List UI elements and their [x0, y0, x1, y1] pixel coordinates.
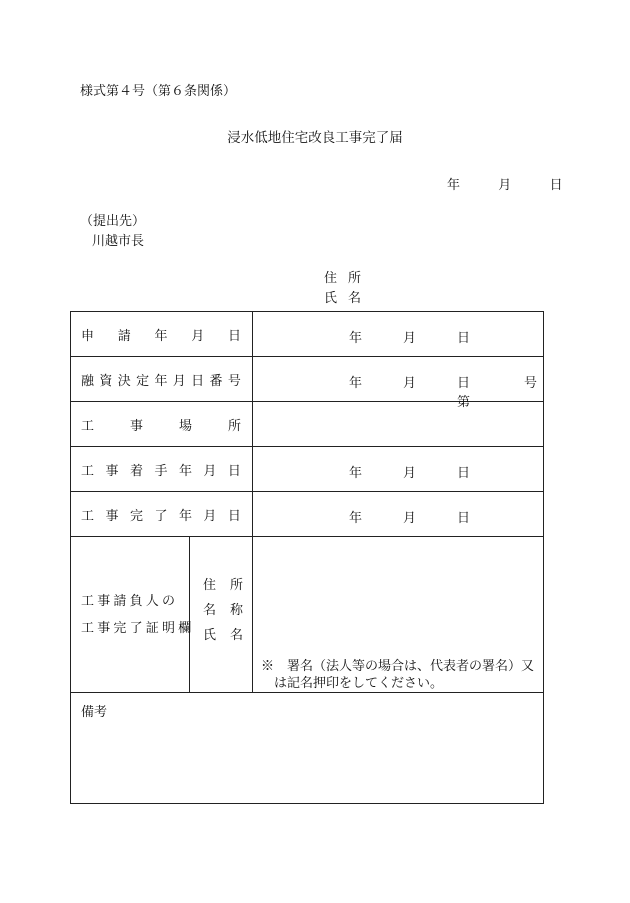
remarks-label: 備考: [81, 705, 108, 720]
form-number-label: 様式第４号（第６条関係）: [80, 84, 237, 99]
loan-decision-number-label: 融 資 決 定 年 月 日 番 号: [81, 373, 241, 389]
submit-to-label: （提出先）: [80, 214, 146, 229]
application-date-label: 申 請 年 月 日: [81, 328, 241, 344]
completion-report-table: 申 請 年 月 日 年 月 日 融 資 決 定 年 月 日 番 号 年 月 日第 号 工 事 場 所 工 事 着 手 年 月 日 年 月 日 工 事 完 了 年 月 日 年 月 日 工事請負人の 工事完了証明欄 住 所 名 称 氏 名 ※ 署名（法人等の場合は、代表者の署名）又 は記名押印をしてください。 備考: [70, 311, 544, 804]
contractor-sub-labels: [203, 573, 243, 648]
contractor-title-label: 名 称: [203, 603, 243, 618]
contractor-certification-label: 工事請負人の 工事完了証明欄: [81, 594, 195, 636]
document-title: 浸水低地住宅改良工事完了届: [227, 130, 403, 146]
recipient-name: 川越市長: [92, 234, 145, 249]
date-month-label: 月: [498, 178, 512, 193]
applicant-name-label: 氏 名: [324, 291, 362, 306]
date-day-label: 日: [549, 178, 563, 193]
contractor-name-label: 氏 名: [203, 628, 243, 643]
construction-completion-date-label: 工 事 完 了 年 月 日: [81, 508, 241, 524]
construction-start-date-label: 工 事 着 手 年 月 日: [81, 463, 241, 479]
contractor-address-label: 住 所: [203, 578, 243, 593]
applicant-address-label: 住 所: [324, 271, 362, 286]
submission-date: [447, 174, 563, 193]
construction-site-label: 工 事 場 所: [81, 418, 241, 434]
date-year-label: 年: [447, 178, 461, 193]
signature-note: ※ 署名（法人等の場合は、代表者の署名）又 は記名押印をしてください。: [261, 659, 535, 691]
